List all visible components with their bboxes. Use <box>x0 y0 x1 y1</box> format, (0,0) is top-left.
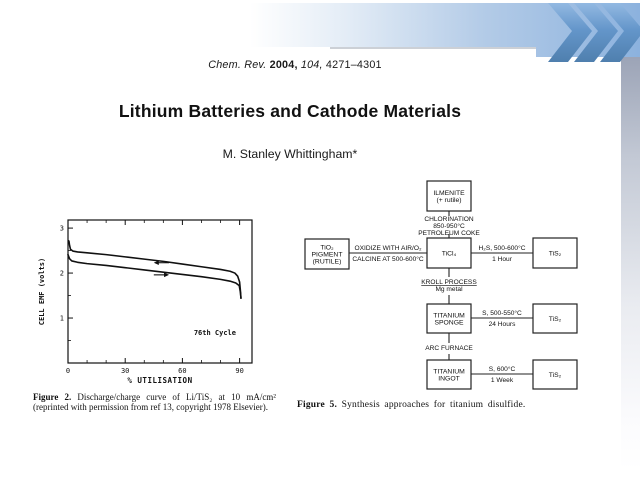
cycle-annotation: 76th Cycle <box>193 329 237 338</box>
citation-journal: Chem. Rev. <box>208 59 267 71</box>
flow-box-label: TiS₂ <box>548 250 562 258</box>
flow-edge-label: 1 Hour <box>492 256 512 263</box>
flow-box-label: TITANIUM <box>433 312 465 320</box>
flow-box-label: TiS₂ <box>548 315 562 323</box>
x-axis-label: % UTILISATION <box>127 376 193 385</box>
figure2-chart <box>30 208 294 386</box>
chart-curve-charge <box>68 241 241 299</box>
flow-edge-label: KROLL PROCESS <box>421 279 477 286</box>
flow-box-label: PIGMENT <box>311 251 343 259</box>
journal-citation <box>55 59 535 71</box>
citation-volume: 104, <box>300 59 323 71</box>
flow-edge-label: Mg metal <box>435 286 463 293</box>
flow-edge-label: CALCINE AT 500-600°C <box>352 256 424 263</box>
flow-box-label: ILMENITE <box>433 189 465 197</box>
y-tick-label: 3 <box>59 224 64 233</box>
flow-edge-label: PETROLEUM COKE <box>418 230 480 237</box>
x-tick-label: 30 <box>120 367 130 375</box>
citation-year: 2004, <box>269 59 298 71</box>
page-title: Lithium Batteries and Cathode Materials <box>118 101 462 121</box>
flow-box-label: INGOT <box>438 375 460 383</box>
y-tick-label: 2 <box>59 269 64 278</box>
chart-curve-discharge <box>68 255 241 299</box>
flow-edge-label: ARC FURNACE <box>425 345 473 352</box>
flow-edge-label: S, 500-550°C <box>482 310 522 317</box>
flow-box-label: (+ rutile) <box>436 196 462 204</box>
flow-box-label: (RUTILE) <box>312 258 342 266</box>
figure5-caption-label: Figure 5. <box>297 399 338 410</box>
flow-box-label: TiO₂ <box>320 244 334 252</box>
flow-edge-label: S, 600°C <box>488 366 516 373</box>
flow-edge-label: OXIDIZE WITH AIR/O₂ <box>354 245 422 252</box>
citation-pages: 4271–4301 <box>325 59 382 71</box>
flow-box-label: SPONGE <box>434 319 464 327</box>
flow-edge-label: 850-950°C <box>433 223 465 230</box>
flow-box-label: TiS₂ <box>548 371 562 379</box>
x-tick-label: 0 <box>65 367 71 375</box>
figure5-caption <box>297 400 585 410</box>
flow-edge-label: 24 Hours <box>488 321 516 328</box>
y-axis-label: CELL EMF (volts) <box>38 257 46 326</box>
author-line: M. Stanley Whittingham* <box>222 147 358 161</box>
flow-edge-label: 1 Week <box>490 377 514 384</box>
slide-right-gradient-bar <box>621 55 640 470</box>
flow-edge-label: H₂S, 500-600°C <box>478 245 526 252</box>
plot-frame <box>68 220 252 363</box>
x-tick-label: 60 <box>178 367 187 375</box>
figure5-flowchart <box>295 177 595 390</box>
figure2-caption <box>33 392 276 413</box>
flow-box-label: TiCl₄ <box>441 250 457 258</box>
figure5-caption-text: Synthesis approaches for titanium disulfide. <box>341 399 526 410</box>
figure2-caption-label: Figure 2. <box>33 392 72 402</box>
flow-edge-label: CHLORINATION <box>424 216 474 223</box>
x-tick-label: 90 <box>235 367 244 375</box>
figure2-caption-text: Discharge/charge curve of Li/TiS₂ at 10 mA/cm² (reprinted with permission from ref 13, copyright 1978 Elsevier). <box>33 392 277 413</box>
flow-box-label: TITANIUM <box>433 368 465 376</box>
y-tick-label: 1 <box>59 314 64 323</box>
